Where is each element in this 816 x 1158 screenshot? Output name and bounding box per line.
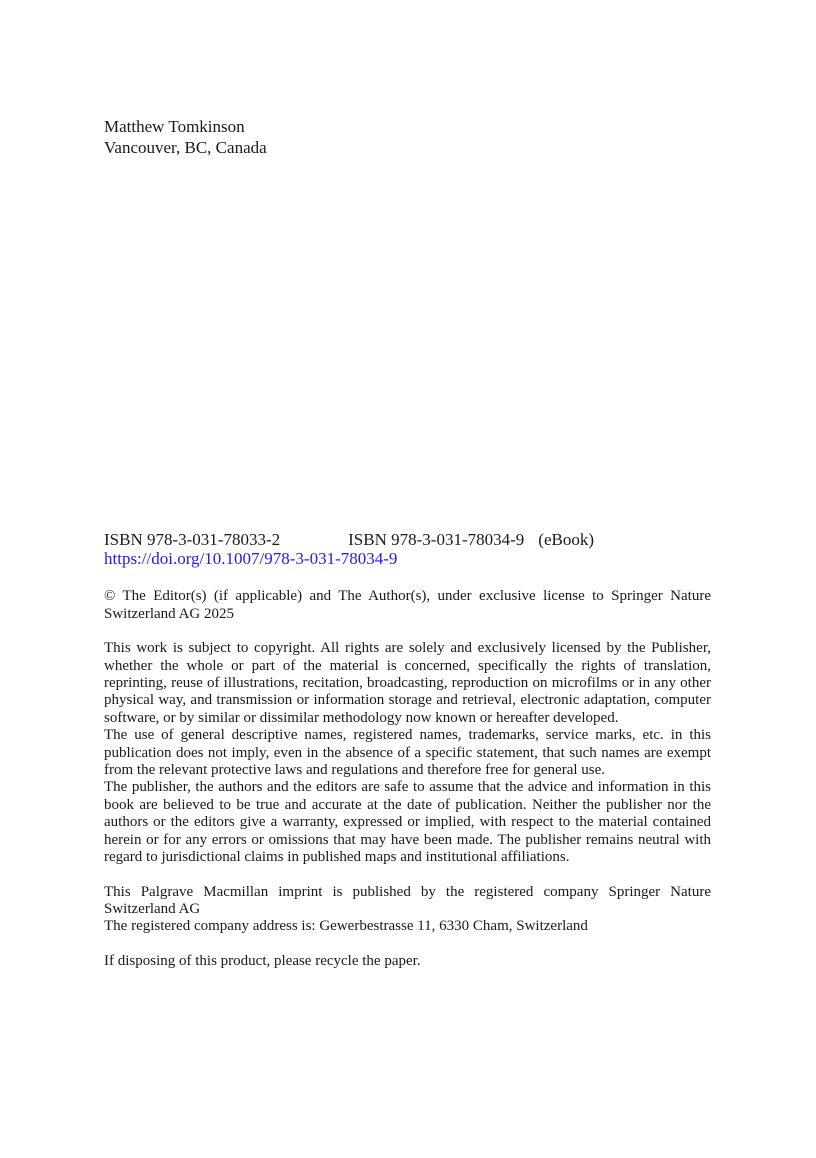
- copyright-notice: © The Editor(s) (if applicable) and The Author(s), under exclusive license to Springer Nature Switzerland AG 2025: [104, 588, 711, 622]
- doi-link[interactable]: https://doi.org/10.1007/978-3-031-78034-9: [104, 549, 398, 568]
- author-name: Matthew Tomkinson: [104, 117, 245, 136]
- isbn-ebook: ISBN 978-3-031-78034-9: [348, 530, 525, 549]
- author-block: [104, 116, 267, 158]
- rights-paragraph-reserved: This work is subject to copyright. All rights are solely and exclusively licensed by the Publisher, whether the whole or part of the material is concerned, specifically the rights of translation, reprinting, reuse of illustrations, recitation, broadcasting, reproduction on microfilms or in any other physical way, and transmission or information storage and retrieval, electronic adaptation, computer software, or by similar or dissimilar methodology now known or hereafter developed.: [104, 640, 711, 726]
- company-address: The registered company address is: Gewerbestrasse 11, 6330 Cham, Switzerland: [104, 918, 588, 935]
- rights-paragraph-disclaimer: The publisher, the authors and the editors are safe to assume that the advice and information in this book are believed to be true and accurate at the date of publication. Neither the publisher nor the authors or the editors give a warranty, expressed or implied, with respect to the material contained herein or for any errors or omissions that may have been made. The publisher remains neutral with regard to jurisdictional claims in published maps and institutional affiliations.: [104, 779, 711, 866]
- imprint-statement: This Palgrave Macmillan imprint is published by the registered company Springer Nature Switzerland AG: [104, 883, 711, 917]
- isbn-row: [104, 530, 711, 549]
- author-location: Vancouver, BC, Canada: [104, 138, 267, 157]
- rights-section: [104, 640, 711, 866]
- publisher-section: [104, 884, 711, 936]
- recycle-note: If disposing of this product, please recycle the paper.: [104, 952, 421, 969]
- isbn-print: ISBN 978-3-031-78033-2: [104, 530, 281, 549]
- rights-paragraph-trademarks: The use of general descriptive names, registered names, trademarks, service marks, etc. in this publication does not imply, even in the absence of a specific statement, that such names are exempt from the relevant protective laws and regulations and therefore free for general use.: [104, 727, 711, 779]
- imprint-block: [104, 530, 711, 970]
- isbn-ebook-label: (eBook): [538, 530, 594, 549]
